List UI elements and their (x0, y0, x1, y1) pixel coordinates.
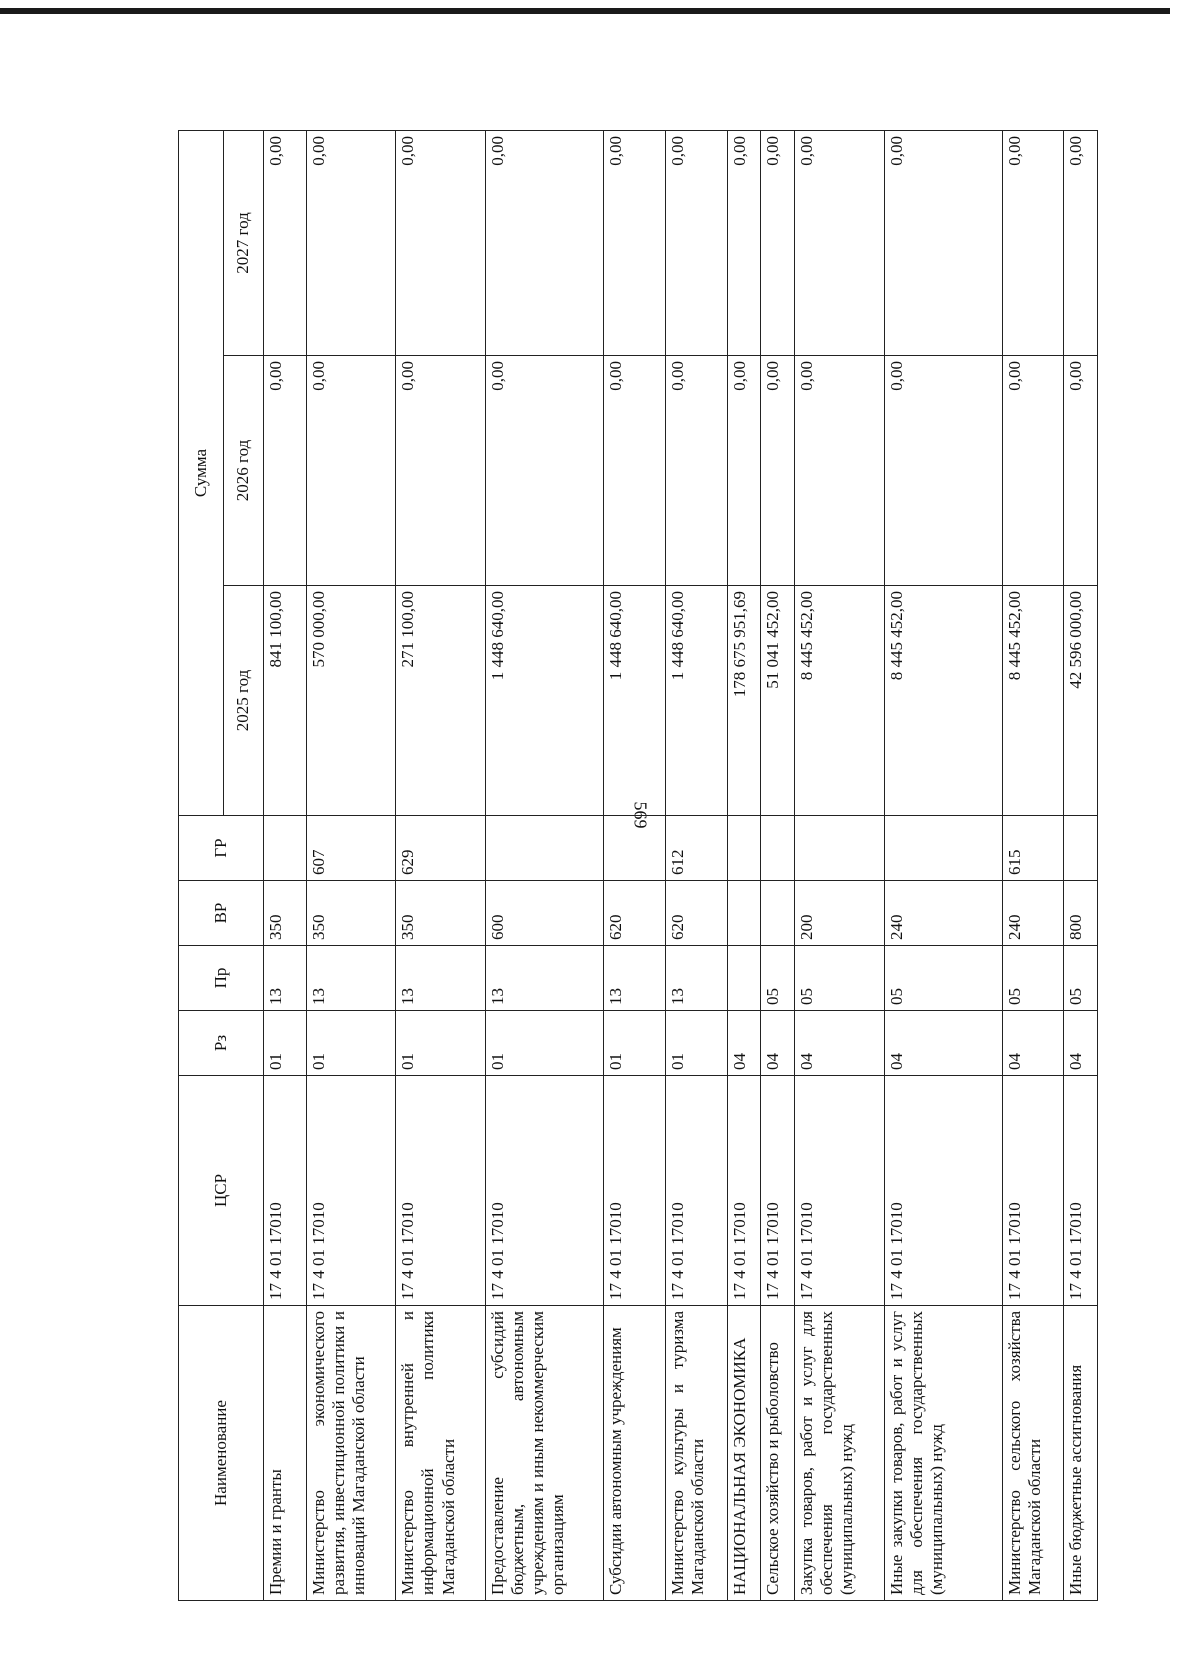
cell-gr: 607 (306, 816, 396, 881)
cell-gr (486, 816, 604, 881)
header-vr: ВР (179, 881, 264, 946)
cell-name: Министерство сельского хозяйства Магаданской области (1002, 1306, 1064, 1601)
cell-vr: 800 (1064, 881, 1098, 946)
cell-name: НАЦИОНАЛЬНАЯ ЭКОНОМИКА (727, 1306, 761, 1601)
cell-2025: 51 041 452,00 (761, 586, 795, 816)
cell-csr: 17 4 01 17010 (1002, 1076, 1064, 1306)
cell-vr: 240 (1002, 881, 1064, 946)
table-row (1002, 130, 1064, 1600)
cell-gr (264, 816, 307, 881)
cell-2026: 0,00 (264, 356, 307, 586)
cell-2027: 0,00 (884, 130, 1002, 355)
cell-pr: 13 (486, 946, 604, 1011)
cell-rz: 01 (264, 1011, 307, 1076)
cell-name: Субсидии автономным учреждениям (604, 1306, 666, 1601)
cell-2027: 0,00 (794, 130, 884, 355)
cell-name: Предоставление субсидий бюджетным, автономным учреждениям и иным некоммерческим организациям (486, 1306, 604, 1601)
cell-gr (761, 816, 795, 881)
cell-2026: 0,00 (306, 356, 396, 586)
table-row (486, 130, 604, 1600)
cell-gr (727, 816, 761, 881)
header-2027: 2027 год (224, 130, 264, 355)
cell-name: Иные закупки товаров, работ и услуг для обеспечения государственных (муниципальных) нужд (884, 1306, 1002, 1601)
table-row (1064, 130, 1098, 1600)
cell-2025: 8 445 452,00 (794, 586, 884, 816)
cell-2025: 1 448 640,00 (604, 586, 666, 816)
cell-csr: 17 4 01 17010 (264, 1076, 307, 1306)
cell-gr: 615 (1002, 816, 1064, 881)
cell-2026: 0,00 (761, 356, 795, 586)
cell-vr: 350 (396, 881, 486, 946)
table-row (727, 130, 761, 1600)
cell-2027: 0,00 (761, 130, 795, 355)
cell-csr: 17 4 01 17010 (884, 1076, 1002, 1306)
cell-pr: 05 (794, 946, 884, 1011)
cell-rz: 01 (306, 1011, 396, 1076)
cell-2027: 0,00 (727, 130, 761, 355)
table-row (761, 130, 795, 1600)
cell-2027: 0,00 (665, 130, 727, 355)
cell-pr: 13 (264, 946, 307, 1011)
header-sum: Сумма (179, 130, 224, 815)
cell-2025: 271 100,00 (396, 586, 486, 816)
table-row (396, 130, 486, 1600)
cell-2025: 8 445 452,00 (1002, 586, 1064, 816)
cell-vr: 350 (264, 881, 307, 946)
cell-csr: 17 4 01 17010 (1064, 1076, 1098, 1306)
cell-pr: 05 (1002, 946, 1064, 1011)
cell-rz: 04 (1002, 1011, 1064, 1076)
cell-2025: 1 448 640,00 (486, 586, 604, 816)
cell-gr (794, 816, 884, 881)
cell-vr (761, 881, 795, 946)
cell-2027: 0,00 (604, 130, 666, 355)
cell-name: Министерство культуры и туризма Магаданской области (665, 1306, 727, 1601)
cell-2027: 0,00 (396, 130, 486, 355)
cell-pr: 13 (306, 946, 396, 1011)
table-row (264, 130, 307, 1600)
cell-gr (604, 816, 666, 881)
table-row (794, 130, 884, 1600)
cell-name: Сельское хозяйство и рыболовство (761, 1306, 795, 1601)
cell-name: Закупка товаров, работ и услуг для обеспечения государственных (муниципальных) нужд (794, 1306, 884, 1601)
table-row (884, 130, 1002, 1600)
cell-csr: 17 4 01 17010 (727, 1076, 761, 1306)
cell-csr: 17 4 01 17010 (486, 1076, 604, 1306)
cell-vr: 600 (486, 881, 604, 946)
cell-rz: 04 (761, 1011, 795, 1076)
cell-csr: 17 4 01 17010 (761, 1076, 795, 1306)
cell-vr (727, 881, 761, 946)
cell-2027: 0,00 (306, 130, 396, 355)
cell-2026: 0,00 (727, 356, 761, 586)
cell-2025: 1 448 640,00 (665, 586, 727, 816)
cell-pr: 13 (604, 946, 666, 1011)
cell-csr: 17 4 01 17010 (794, 1076, 884, 1306)
cell-2026: 0,00 (1002, 356, 1064, 586)
cell-2026: 0,00 (486, 356, 604, 586)
header-name: Наименование (179, 1306, 264, 1601)
cell-2025: 841 100,00 (264, 586, 307, 816)
table-row (665, 130, 727, 1600)
cell-rz: 01 (486, 1011, 604, 1076)
cell-2026: 0,00 (1064, 356, 1098, 586)
rotated-table-container (178, 131, 1098, 1601)
cell-gr: 612 (665, 816, 727, 881)
cell-name: Премии и гранты (264, 1306, 307, 1601)
header-pr: Пр (179, 946, 264, 1011)
cell-2027: 0,00 (264, 130, 307, 355)
header-rz: Рз (179, 1011, 264, 1076)
cell-csr: 17 4 01 17010 (306, 1076, 396, 1306)
header-csr: ЦСР (179, 1076, 264, 1306)
cell-rz: 01 (665, 1011, 727, 1076)
cell-2026: 0,00 (794, 356, 884, 586)
table-row (306, 130, 396, 1600)
cell-pr: 13 (396, 946, 486, 1011)
cell-rz: 01 (396, 1011, 486, 1076)
cell-pr: 13 (665, 946, 727, 1011)
budget-table (178, 130, 1098, 1601)
cell-csr: 17 4 01 17010 (665, 1076, 727, 1306)
cell-rz: 04 (727, 1011, 761, 1076)
cell-vr: 240 (884, 881, 1002, 946)
cell-2025: 178 675 951,69 (727, 586, 761, 816)
cell-gr (1064, 816, 1098, 881)
cell-2025: 570 000,00 (306, 586, 396, 816)
cell-gr: 629 (396, 816, 486, 881)
cell-pr: 05 (761, 946, 795, 1011)
cell-name: Министерство внутренней и информационной политики Магаданской области (396, 1306, 486, 1601)
page-number: 569 (630, 801, 651, 829)
cell-name: Иные бюджетные ассигнования (1064, 1306, 1098, 1601)
cell-2026: 0,00 (884, 356, 1002, 586)
scan-top-border (0, 8, 1170, 14)
cell-2027: 0,00 (1064, 130, 1098, 355)
cell-2026: 0,00 (665, 356, 727, 586)
header-2026: 2026 год (224, 356, 264, 586)
header-2025: 2025 год (224, 586, 264, 816)
cell-rz: 04 (794, 1011, 884, 1076)
cell-name: Министерство экономического развития, инвестиционной политики и инноваций Магаданской области (306, 1306, 396, 1601)
cell-rz: 04 (884, 1011, 1002, 1076)
cell-vr: 350 (306, 881, 396, 946)
cell-pr: 05 (1064, 946, 1098, 1011)
cell-2026: 0,00 (604, 356, 666, 586)
cell-vr: 620 (665, 881, 727, 946)
cell-2026: 0,00 (396, 356, 486, 586)
cell-csr: 17 4 01 17010 (396, 1076, 486, 1306)
cell-2027: 0,00 (486, 130, 604, 355)
cell-vr: 620 (604, 881, 666, 946)
cell-2025: 42 596 000,00 (1064, 586, 1098, 816)
header-gr: ГР (179, 816, 264, 881)
cell-csr: 17 4 01 17010 (604, 1076, 666, 1306)
cell-rz: 04 (1064, 1011, 1098, 1076)
cell-gr (884, 816, 1002, 881)
cell-2025: 8 445 452,00 (884, 586, 1002, 816)
cell-vr: 200 (794, 881, 884, 946)
cell-pr (727, 946, 761, 1011)
cell-2027: 0,00 (1002, 130, 1064, 355)
table-row (604, 130, 666, 1600)
cell-rz: 01 (604, 1011, 666, 1076)
cell-pr: 05 (884, 946, 1002, 1011)
